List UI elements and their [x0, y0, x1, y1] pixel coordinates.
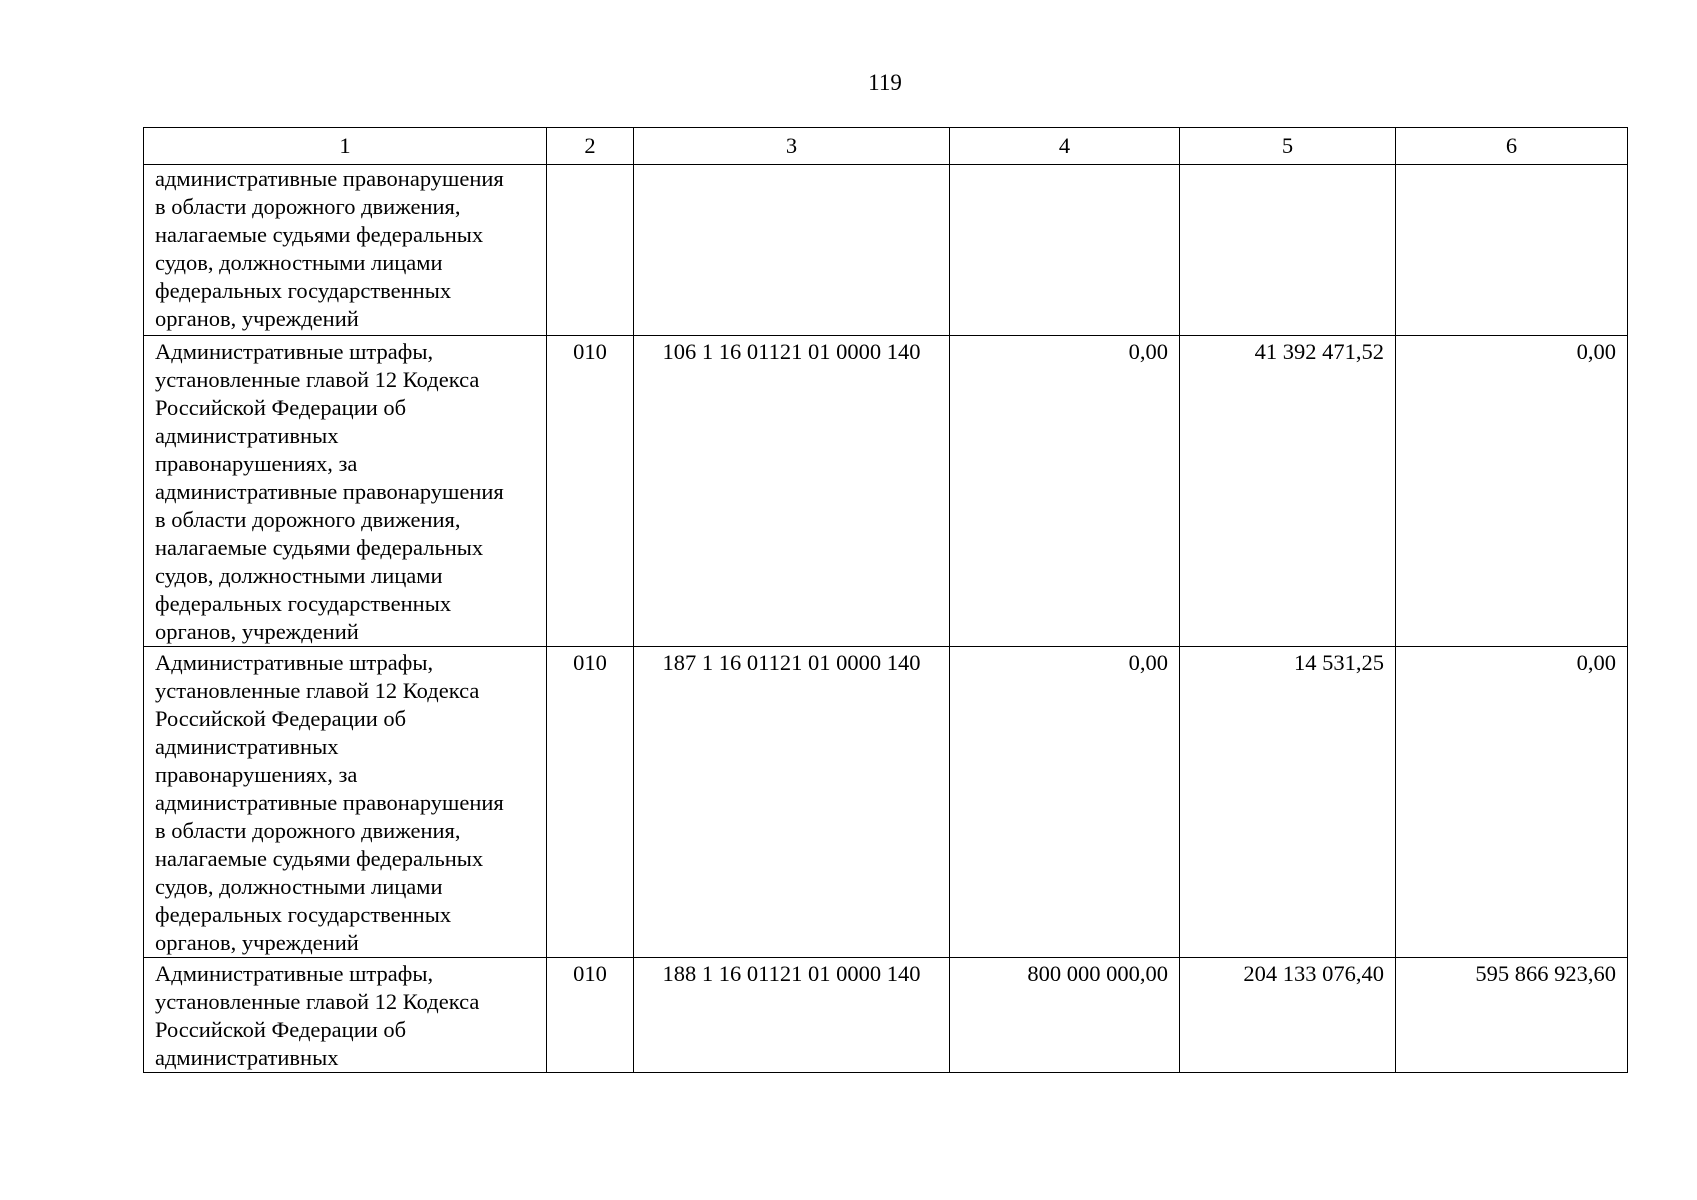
row-description — [144, 165, 547, 336]
description-line: административных — [155, 734, 339, 759]
header-col-4: 4 — [950, 128, 1180, 165]
description-line: установленные главой 12 Кодекса — [155, 678, 480, 703]
description-line: налагаемые судьями федеральных — [155, 222, 484, 247]
row-col4: 0,00 — [950, 647, 1180, 958]
header-col-5: 5 — [1180, 128, 1396, 165]
table-body — [144, 165, 1628, 1073]
row-budget-code — [634, 165, 950, 336]
description-line: Административные штрафы, — [155, 339, 434, 364]
row-col4 — [950, 165, 1180, 336]
description-line: органов, учреждений — [155, 306, 359, 331]
row-line-code — [547, 165, 634, 336]
header-col-6: 6 — [1396, 128, 1628, 165]
row-line-code: 010 — [547, 647, 634, 958]
row-col6: 595 866 923,60 — [1396, 958, 1628, 1073]
row-description — [144, 336, 547, 647]
description-line: федеральных государственных — [155, 591, 452, 616]
row-col6: 0,00 — [1396, 647, 1628, 958]
header-row — [144, 128, 1628, 165]
row-col6 — [1396, 165, 1628, 336]
description-line: в области дорожного движения, — [155, 507, 461, 532]
description-line: в области дорожного движения, — [155, 194, 461, 219]
description-line: Российской Федерации об — [155, 395, 407, 420]
description-line: налагаемые судьями федеральных — [155, 846, 484, 871]
description-line: установленные главой 12 Кодекса — [155, 367, 480, 392]
row-col4: 0,00 — [950, 336, 1180, 647]
description-line: органов, учреждений — [155, 619, 359, 644]
description-line: в области дорожного движения, — [155, 818, 461, 843]
description-line: административные правонарушения — [155, 479, 504, 504]
row-description — [144, 647, 547, 958]
table-row — [144, 958, 1628, 1073]
row-line-code: 010 — [547, 336, 634, 647]
page-number: 119 — [868, 70, 902, 95]
row-col4: 800 000 000,00 — [950, 958, 1180, 1073]
table-row — [144, 647, 1628, 958]
description-line: налагаемые судьями федеральных — [155, 535, 484, 560]
description-line: административные правонарушения — [155, 790, 504, 815]
description-line: федеральных государственных — [155, 278, 452, 303]
description-line: Административные штрафы, — [155, 961, 434, 986]
description-line: судов, должностными лицами — [155, 250, 443, 275]
description-line: судов, должностными лицами — [155, 874, 443, 899]
description-line: федеральных государственных — [155, 902, 452, 927]
row-col5 — [1180, 165, 1396, 336]
description-line: Российской Федерации об — [155, 1017, 407, 1042]
description-line: установленные главой 12 Кодекса — [155, 989, 480, 1014]
row-budget-code: 106 1 16 01121 01 0000 140 — [634, 336, 950, 647]
description-line: административные правонарушения — [155, 166, 504, 191]
table-row — [144, 336, 1628, 647]
row-col5: 14 531,25 — [1180, 647, 1396, 958]
header-col-3: 3 — [634, 128, 950, 165]
row-budget-code: 188 1 16 01121 01 0000 140 — [634, 958, 950, 1073]
row-budget-code: 187 1 16 01121 01 0000 140 — [634, 647, 950, 958]
report-table — [143, 127, 1628, 1073]
description-line: административных — [155, 1045, 339, 1070]
row-col5: 204 133 076,40 — [1180, 958, 1396, 1073]
row-description — [144, 958, 547, 1073]
description-line: Российской Федерации об — [155, 706, 407, 731]
row-col5: 41 392 471,52 — [1180, 336, 1396, 647]
description-line: административных — [155, 423, 339, 448]
header-col-2: 2 — [547, 128, 634, 165]
description-line: правонарушениях, за — [155, 451, 358, 476]
description-line: правонарушениях, за — [155, 762, 358, 787]
header-col-1: 1 — [144, 128, 547, 165]
description-line: судов, должностными лицами — [155, 563, 443, 588]
description-line: органов, учреждений — [155, 930, 359, 955]
table-row-continuation — [144, 165, 1628, 336]
row-col6: 0,00 — [1396, 336, 1628, 647]
table-header — [144, 128, 1628, 165]
row-line-code: 010 — [547, 958, 634, 1073]
description-line: Административные штрафы, — [155, 650, 434, 675]
